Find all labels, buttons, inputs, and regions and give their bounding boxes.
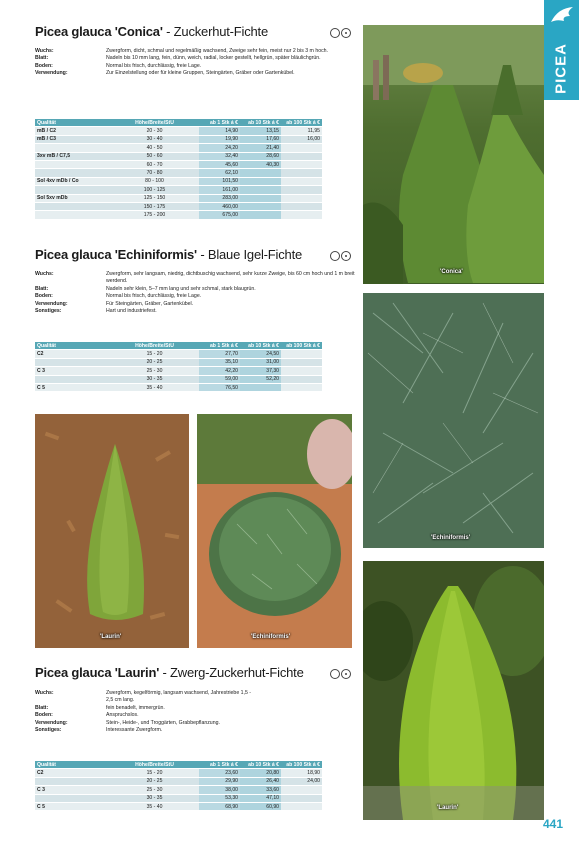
table-row: 100 - 125 161,00: [35, 186, 322, 194]
photo-echiniformis-small: [197, 414, 352, 648]
full-sun-icon: [330, 28, 340, 38]
table-row: 30 - 35 53,30 47,10: [35, 794, 322, 802]
table-row: 20 - 25 35,10 31,00: [35, 358, 322, 366]
table-row: C 3 25 - 30 42,20 37,30: [35, 367, 322, 375]
product-description-conica: Wuchs: Zwergform, dicht, schmal und regelmäßig wachsend, Zweige sehr fein, meist nur 2 bis 3 m hoch. Blatt: Nadeln bis 10 mm lang, fein, dünn, weich, radial, locker gestellt, hellgrün, später bläulichgrün. Boden: Normal bis frisch, durchlässig, freie Lage. Verwendung: Zur Einzelstellung oder für kleine Gruppen, Steingärten, Gräber oder Gartenkübel.: [35, 48, 329, 77]
product-title-conica: Picea glauca 'Conica' - Zuckerhut-Fichte: [35, 24, 269, 39]
photo-conica: [363, 25, 544, 284]
photo-echiniformis: [363, 293, 544, 548]
page-number: 441: [543, 817, 564, 831]
table-row: mB / C3 30 - 40 19,90 17,60 16,00: [37, 136, 320, 143]
table-row: 30 - 35 59,00 52,20: [35, 375, 322, 383]
table-header-row: Qualität Höhe/Breite/StU ab 1 Stk á € ab 10 Stk á € ab 100 Stk á €: [37, 119, 320, 126]
table-row: 175 - 200 675,00: [35, 211, 322, 219]
table-header-row: Qualität Höhe/Breite/StU ab 1 Stk á € ab 10 Stk á € ab 100 Stk á €: [37, 761, 320, 768]
price-table-laurin: [35, 761, 322, 811]
price-table-echiniformis: [35, 342, 322, 392]
table-row: Sol 5xv mDb 125 - 150 283,00: [35, 194, 322, 202]
product-description-laurin: Wuchs: Zwergform, kegelförmig, langsam wachsend, Jahrestriebe 1,5 - 2,5 cm lang. Blatt: fein benadelt, immergrün. Boden: Anspruchslos. Verwendung: Stein-, Heide-, und Troggärten, Grabbepflanzung. Sonstiges: Interessante Zwergform.: [35, 690, 252, 734]
photo-caption: 'Laurin': [437, 805, 459, 811]
photo-caption: 'Conica': [440, 269, 463, 275]
conifer-branch-icon: [548, 4, 576, 26]
product-description-echiniformis: Wuchs: Zwergform, sehr langsam, niedrig, dichtbuschig wachsend, sehr kurze Zweige, bis 60 cm hoch und 1 m breit werdend. Blatt: Nadeln sehr klein, 5–7 mm lang und sehr schmal, stark blaugrün. Boden: Normal bis frisch, durchlässig, freie Lage. Verwendung: Für Steingärten, Gräber, Gartenkübel. Sonstiges: Hart und industriefest.: [35, 271, 355, 315]
table-row: C2 15 - 20 23,60 20,80 18,90: [37, 770, 320, 777]
table-row: C2 15 - 20 27,70 24,50: [35, 350, 322, 358]
table-row: Sol 4xv mDb / Co 80 - 100 101,50: [35, 177, 322, 185]
table-row: 40 - 50 24,20 21,40: [35, 144, 322, 152]
table-row: 60 - 70 45,60 40,30: [35, 160, 322, 168]
table-row: C 3 25 - 30 38,00 33,60: [35, 786, 322, 794]
table-header-row: Qualität Höhe/Breite/StU ab 1 Stk á € ab 10 Stk á € ab 100 Stk á €: [37, 342, 320, 349]
table-row: 3xv mB / C7,5 50 - 60 32,40 28,60: [35, 152, 322, 160]
section-tab-label: PICEA: [552, 43, 570, 94]
partial-shade-icon: [341, 669, 351, 679]
photo-caption: 'Laurin': [100, 634, 122, 640]
photo-laurin-small: [35, 414, 189, 648]
table-row: 20 - 25 29,90 26,40 24,00: [35, 777, 322, 785]
product-title-laurin: Picea glauca 'Laurin' - Zwerg-Zuckerhut-Fichte: [35, 665, 304, 680]
photo-caption: 'Echiniformis': [251, 634, 291, 640]
partial-shade-icon: [341, 28, 351, 38]
photo-laurin: [363, 561, 544, 820]
photo-caption: 'Echiniformis': [431, 535, 471, 541]
product-title-echiniformis: Picea glauca 'Echiniformis' - Blaue Igel-Fichte: [35, 247, 303, 262]
table-row: C 5 35 - 40 68,90 60,90: [35, 802, 322, 810]
full-sun-icon: [330, 669, 340, 679]
table-row: mB / C2 20 - 30 14,90 13,15 11,95: [37, 128, 320, 135]
table-row: 70 - 80 62,10: [35, 169, 322, 177]
table-row: C 5 35 - 40 76,50: [35, 383, 322, 391]
table-row: 150 - 175 460,00: [35, 202, 322, 210]
price-table-conica: [35, 119, 322, 220]
full-sun-icon: [330, 251, 340, 261]
partial-shade-icon: [341, 251, 351, 261]
